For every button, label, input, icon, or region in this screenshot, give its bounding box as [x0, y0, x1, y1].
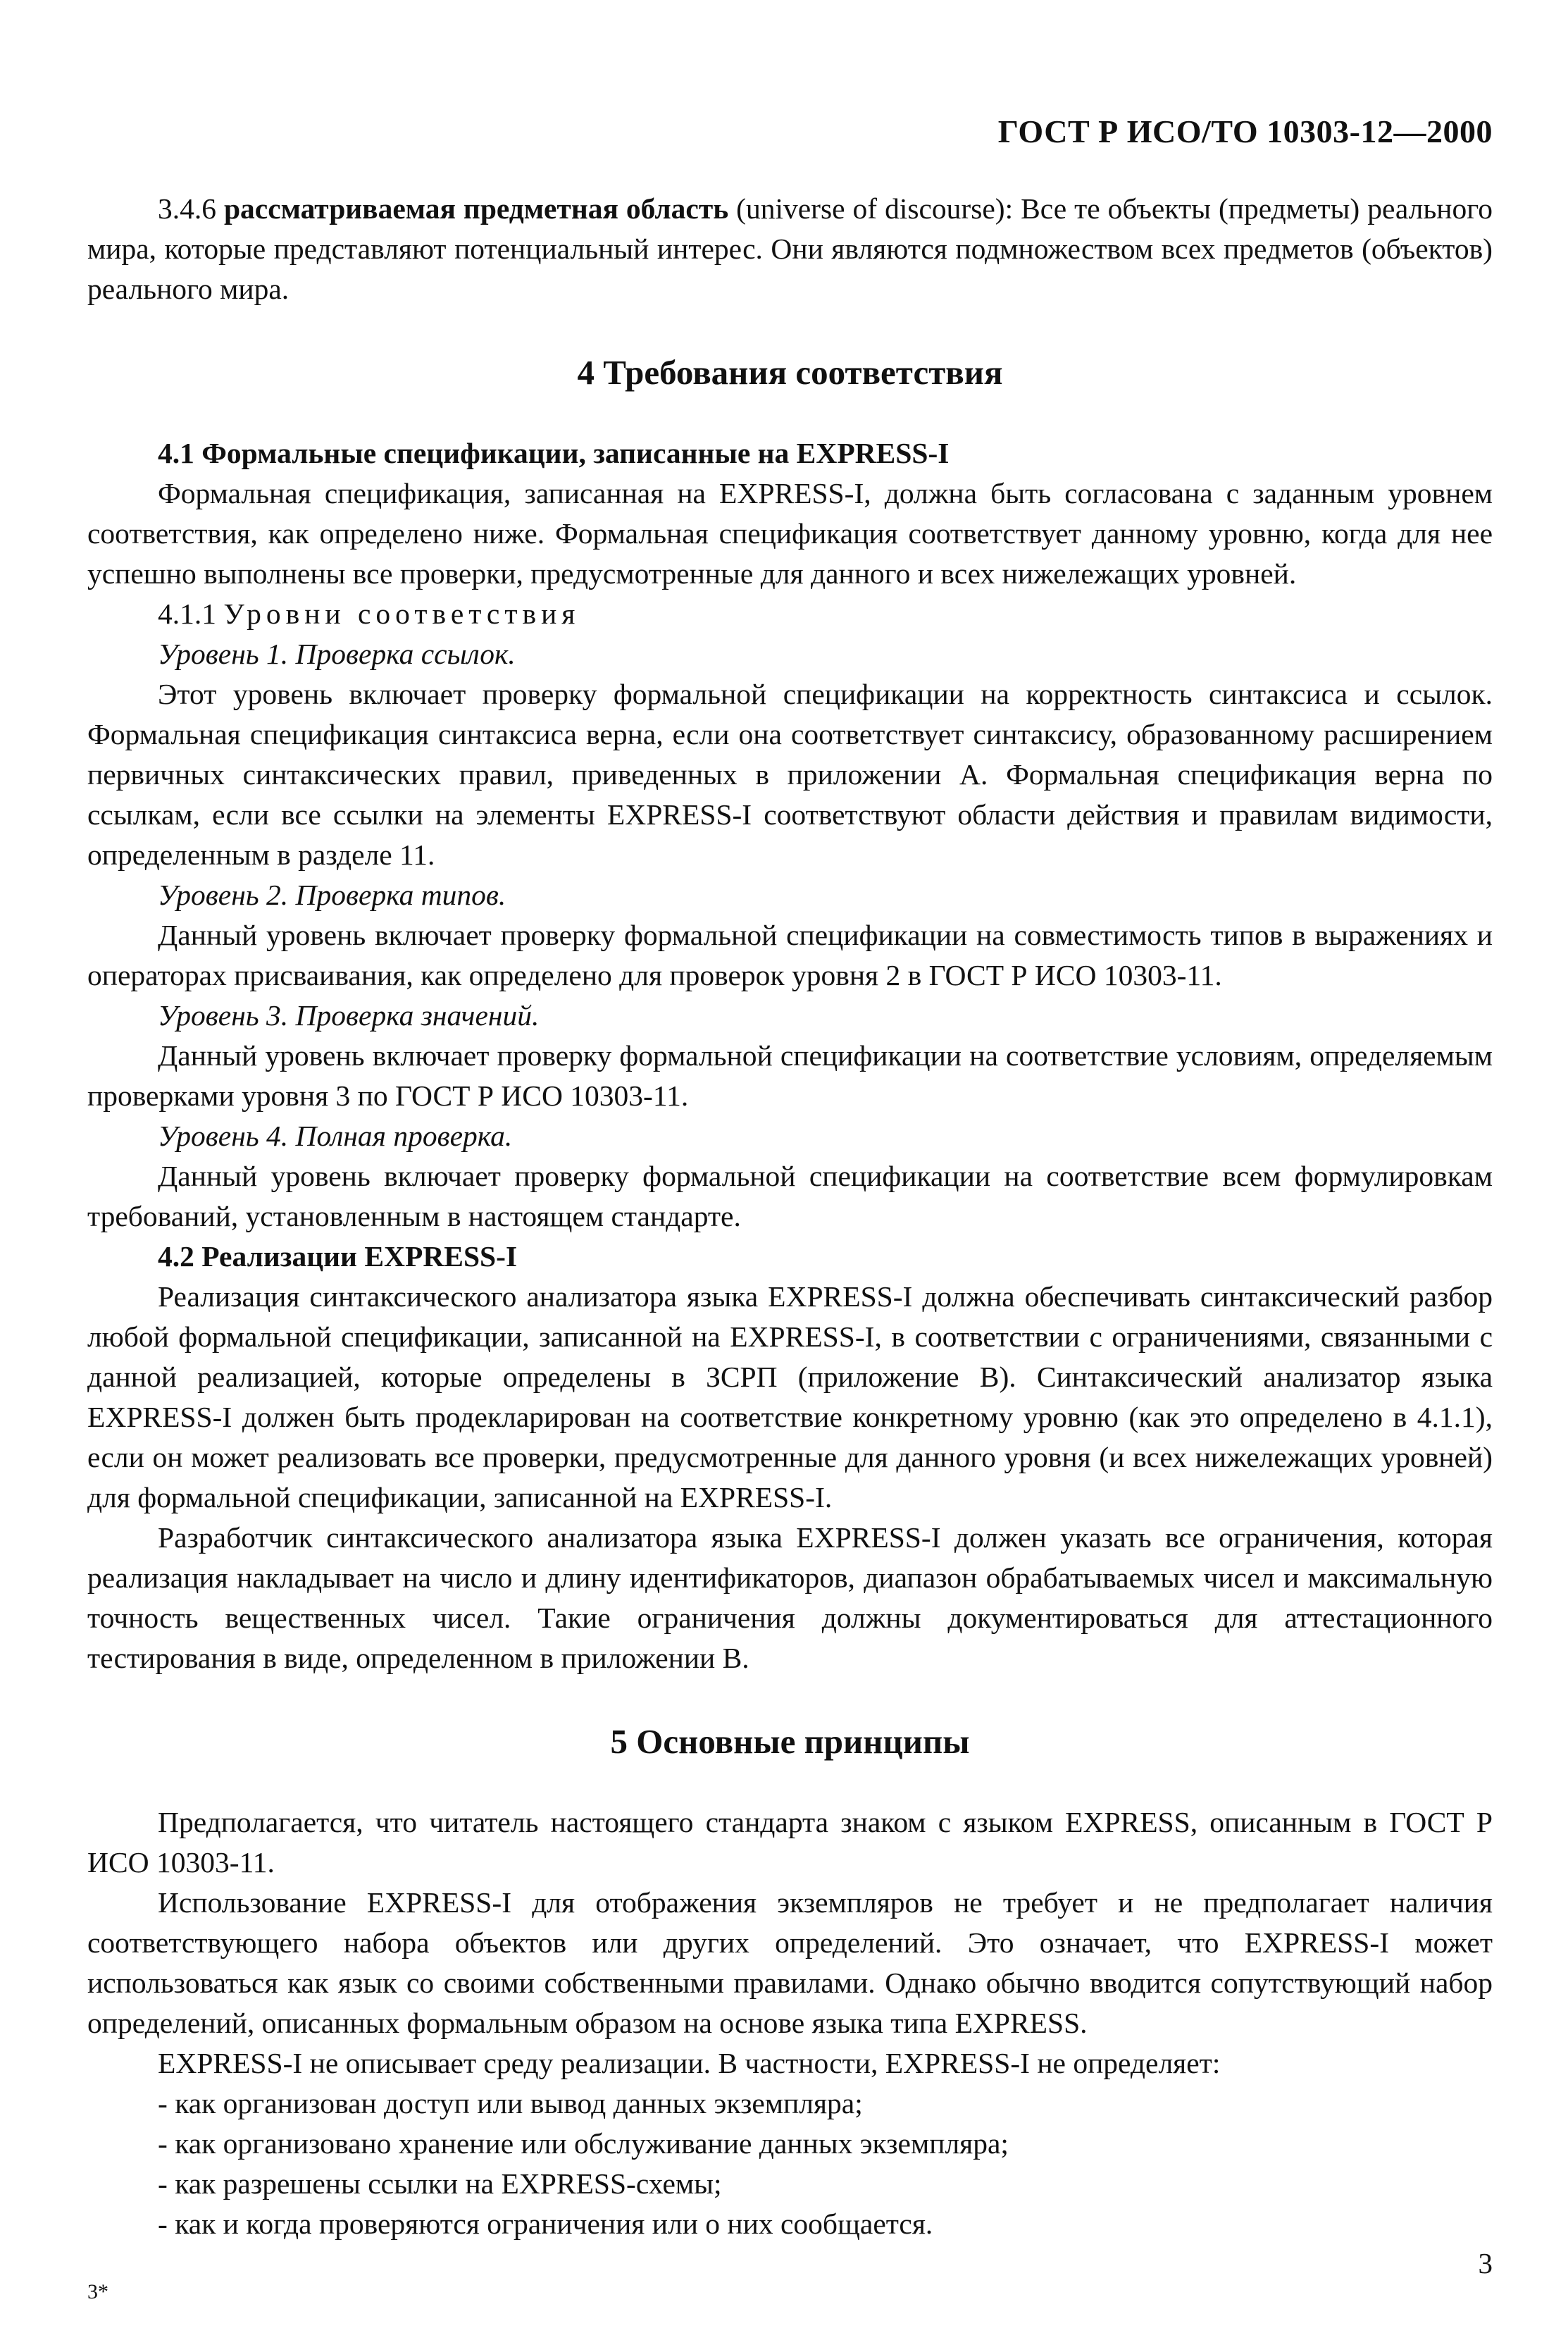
section-5-paragraph-2: Использование EXPRESS-I для отображения экземпляров не требует и не предполагает наличия соответствующего набора объектов или других определений. Это означает, что EXPRESS-I может использоваться как язык со своими собственными правилами. Однако обычно вводится сопутствующий набор определений, описанных формальным образом на основе языка типа EXPRESS. [87, 1886, 1493, 2039]
definition-term: рассматриваемая предметная область [223, 192, 729, 225]
section-5-heading: 5 Основные принципы [610, 1722, 970, 1761]
subsection-4-2-heading: 4.2 Реализации EXPRESS-I [158, 1240, 518, 1273]
page-number: 3 [1478, 2247, 1493, 2279]
level-2-title: Уровень 2. Проверка типов. [158, 879, 506, 911]
level-4-title: Уровень 4. Полная проверка. [158, 1120, 513, 1152]
subsection-4-2-paragraph-1: Реализация синтаксического анализатора языка EXPRESS-I должна обеспечивать синтаксический разбор любой формальной спецификации, записанной на EXPRESS-I, в соответствии с ограничениями, связанными с данной реализацией, которые определены в ЗСРП (приложение В). Синтаксический анализатор языка EXPRESS-I должен быть продекларирован на соответствие конкретному уровню (как это определено в 4.1.1), если он может реализовать все проверки, предусмотренные для данного уровня (и всех нижележащих уровней) для формальной спецификации, записанной на EXPRESS-I. [87, 1280, 1493, 1513]
level-2-text: Данный уровень включает проверку формальной спецификации на совместимость типов в выражениях и операторах присваивания, как определено для проверок уровня 2 в ГОСТ Р ИСО 10303-11. [87, 919, 1493, 991]
definition-number: 3.4.6 [158, 192, 224, 225]
section-4-heading: 4 Требования соответствия [577, 353, 1003, 392]
level-4-text: Данный уровень включает проверку формальной спецификации на соответствие всем формулировкам требований, установленным в настоящем стандарте. [87, 1160, 1493, 1232]
definition-text: (universe of discourse): Все те объекты (предметы) реального мира, которые представляют потенциальный интерес. Они являются подмножеством всех предметов (объектов) реального мира. [87, 192, 1493, 305]
level-1-title: Уровень 1. Проверка ссылок. [158, 638, 516, 670]
level-1-text: Этот уровень включает проверку формальной спецификации на корректность синтаксиса и ссылок. Формальная спецификация синтаксиса верна, если она соответствует синтаксису, образованному расширением первичных синтаксических правил, приведенных в приложении А. Формальная спецификация верна по ссылкам, если все ссылки на элементы EXPRESS-I соответствуют области действия и правилам видимости, определенным в разделе 11. [87, 678, 1493, 871]
subsection-4-1-1-title: Уровни соответствия [223, 598, 580, 630]
list-item: - как организован доступ или вывод данных экземпляра; [158, 2087, 863, 2119]
subsection-4-1-heading: 4.1 Формальные спецификации, записанные на EXPRESS-I [158, 437, 950, 469]
subsection-4-1-1-number: 4.1.1 [158, 598, 224, 630]
definition-3-4-6 [87, 189, 1493, 309]
list-item: - как и когда проверяются ограничения или о них сообщается. [158, 2208, 933, 2240]
level-3-text: Данный уровень включает проверку формальной спецификации на соответствие условиям, определяемым проверками уровня 3 по ГОСТ Р ИСО 10303-11. [87, 1039, 1493, 1112]
document-page [87, 0, 1493, 2340]
section-5-paragraph-3: EXPRESS-I не описывает среду реализации. В частности, EXPRESS-I не определяет: [158, 2047, 1221, 2079]
subsection-4-1-1-heading [87, 594, 1493, 634]
section-5-paragraph-1: Предполагается, что читатель настоящего стандарта знаком с языком EXPRESS, описанным в ГОСТ Р ИСО 10303-11. [87, 1806, 1493, 1878]
document-code-header: ГОСТ Р ИСО/ТО 10303-12—2000 [997, 113, 1493, 149]
list-item: - как разрешены ссылки на EXPRESS-схемы; [158, 2167, 722, 2200]
page-content [87, 189, 1493, 2244]
sheet-mark: 3* [87, 2280, 108, 2303]
subsection-4-2-paragraph-2: Разработчик синтаксического анализатора языка EXPRESS-I должен указать все ограничения, которая реализация накладывает на число и длину идентификаторов, диапазон обрабатываемых чисел и максимальную точность вещественных чисел. Такие ограничения должны документироваться для аттестационного тестирования в виде, определенном в приложении В. [87, 1521, 1493, 1674]
level-3-title: Уровень 3. Проверка значений. [158, 999, 540, 1032]
subsection-4-1-text: Формальная спецификация, записанная на EXPRESS-I, должна быть согласована с заданным уровнем соответствия, как определено ниже. Формальная спецификация соответствует данному уровню, когда для нее успешно выполнены все проверки, предусмотренные для данного и всех нижележащих уровней. [87, 477, 1493, 590]
list-item: - как организовано хранение или обслуживание данных экземпляра; [158, 2127, 1009, 2160]
